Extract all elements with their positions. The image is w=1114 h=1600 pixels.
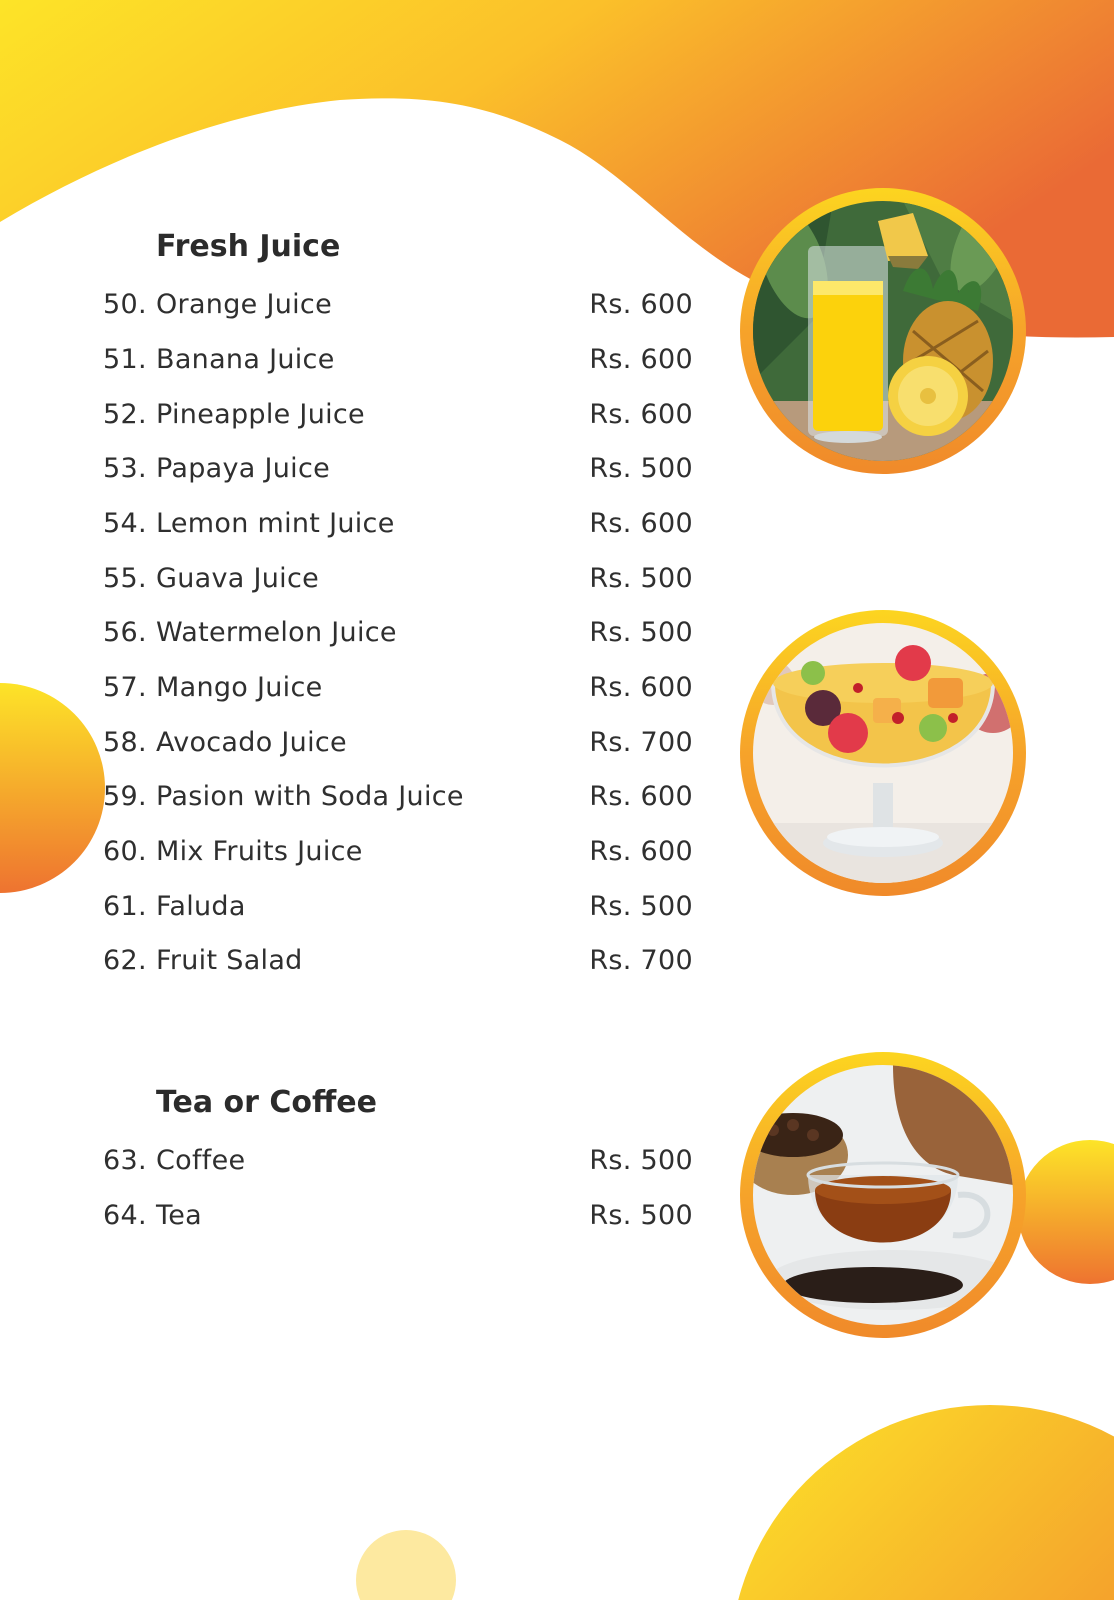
item-number: 64.	[103, 1200, 147, 1231]
item-name: Mix Fruits Juice	[156, 836, 363, 867]
item-price: Rs. 600	[589, 836, 693, 867]
menu-item	[103, 1145, 693, 1185]
tea-coffee-photo	[740, 1052, 1026, 1338]
right-blob	[1018, 1140, 1114, 1284]
menu-item	[103, 399, 693, 439]
item-price: Rs. 500	[589, 563, 693, 594]
item-name: Mango Juice	[156, 672, 323, 703]
menu-item	[103, 617, 693, 657]
menu-item	[103, 672, 693, 712]
item-name: Papaya Juice	[156, 453, 331, 484]
item-number: 57.	[103, 672, 147, 703]
item-name: Pasion with Soda Juice	[156, 781, 464, 812]
item-number: 58.	[103, 727, 147, 758]
item-number: 52.	[103, 399, 147, 430]
item-name: Avocado Juice	[156, 727, 347, 758]
item-number: 50.	[103, 289, 147, 320]
item-number: 56.	[103, 617, 147, 648]
item-price: Rs. 600	[589, 344, 693, 375]
item-price: Rs. 700	[589, 945, 693, 976]
item-name: Faluda	[156, 891, 246, 922]
item-number: 63.	[103, 1145, 147, 1176]
pineapple-juice-photo	[740, 188, 1026, 474]
menu-item	[103, 344, 693, 384]
item-name: Fruit Salad	[156, 945, 303, 976]
item-price: Rs. 500	[589, 453, 693, 484]
item-price: Rs. 600	[589, 289, 693, 320]
item-price: Rs. 600	[589, 672, 693, 703]
item-name: Coffee	[156, 1145, 246, 1176]
item-price: Rs. 600	[589, 508, 693, 539]
item-number: 54.	[103, 508, 147, 539]
menu-item	[103, 453, 693, 493]
item-number: 61.	[103, 891, 147, 922]
item-price: Rs. 500	[589, 617, 693, 648]
item-number: 51.	[103, 344, 147, 375]
item-name: Watermelon Juice	[156, 617, 397, 648]
fruit-salad-photo	[740, 610, 1026, 896]
item-price: Rs. 600	[589, 399, 693, 430]
item-number: 53.	[103, 453, 147, 484]
bottom-right-blob	[730, 1405, 1114, 1600]
section-title-tea-or-coffee: Tea or Coffee	[156, 1085, 377, 1120]
menu-item	[103, 289, 693, 329]
item-price: Rs. 600	[589, 781, 693, 812]
item-price: Rs. 500	[589, 1145, 693, 1176]
left-semicircle	[0, 683, 105, 893]
section-title-fresh-juice: Fresh Juice	[156, 229, 341, 264]
item-name: Guava Juice	[156, 563, 320, 594]
menu-item	[103, 836, 693, 876]
item-number: 60.	[103, 836, 147, 867]
item-price: Rs. 500	[589, 891, 693, 922]
item-number: 59.	[103, 781, 147, 812]
item-name: Pineapple Juice	[156, 399, 365, 430]
item-name: Orange Juice	[156, 289, 332, 320]
item-number: 62.	[103, 945, 147, 976]
item-name: Lemon mint Juice	[156, 508, 395, 539]
menu-item	[103, 945, 693, 985]
menu-item	[103, 727, 693, 767]
item-price: Rs. 700	[589, 727, 693, 758]
item-name: Banana Juice	[156, 344, 335, 375]
item-price: Rs. 500	[589, 1200, 693, 1231]
menu-item	[103, 1200, 693, 1240]
menu-item	[103, 563, 693, 603]
item-name: Tea	[156, 1200, 202, 1231]
item-number: 55.	[103, 563, 147, 594]
bottom-pale-circle	[356, 1530, 456, 1600]
menu-item	[103, 508, 693, 548]
menu-item	[103, 781, 693, 821]
menu-item	[103, 891, 693, 931]
